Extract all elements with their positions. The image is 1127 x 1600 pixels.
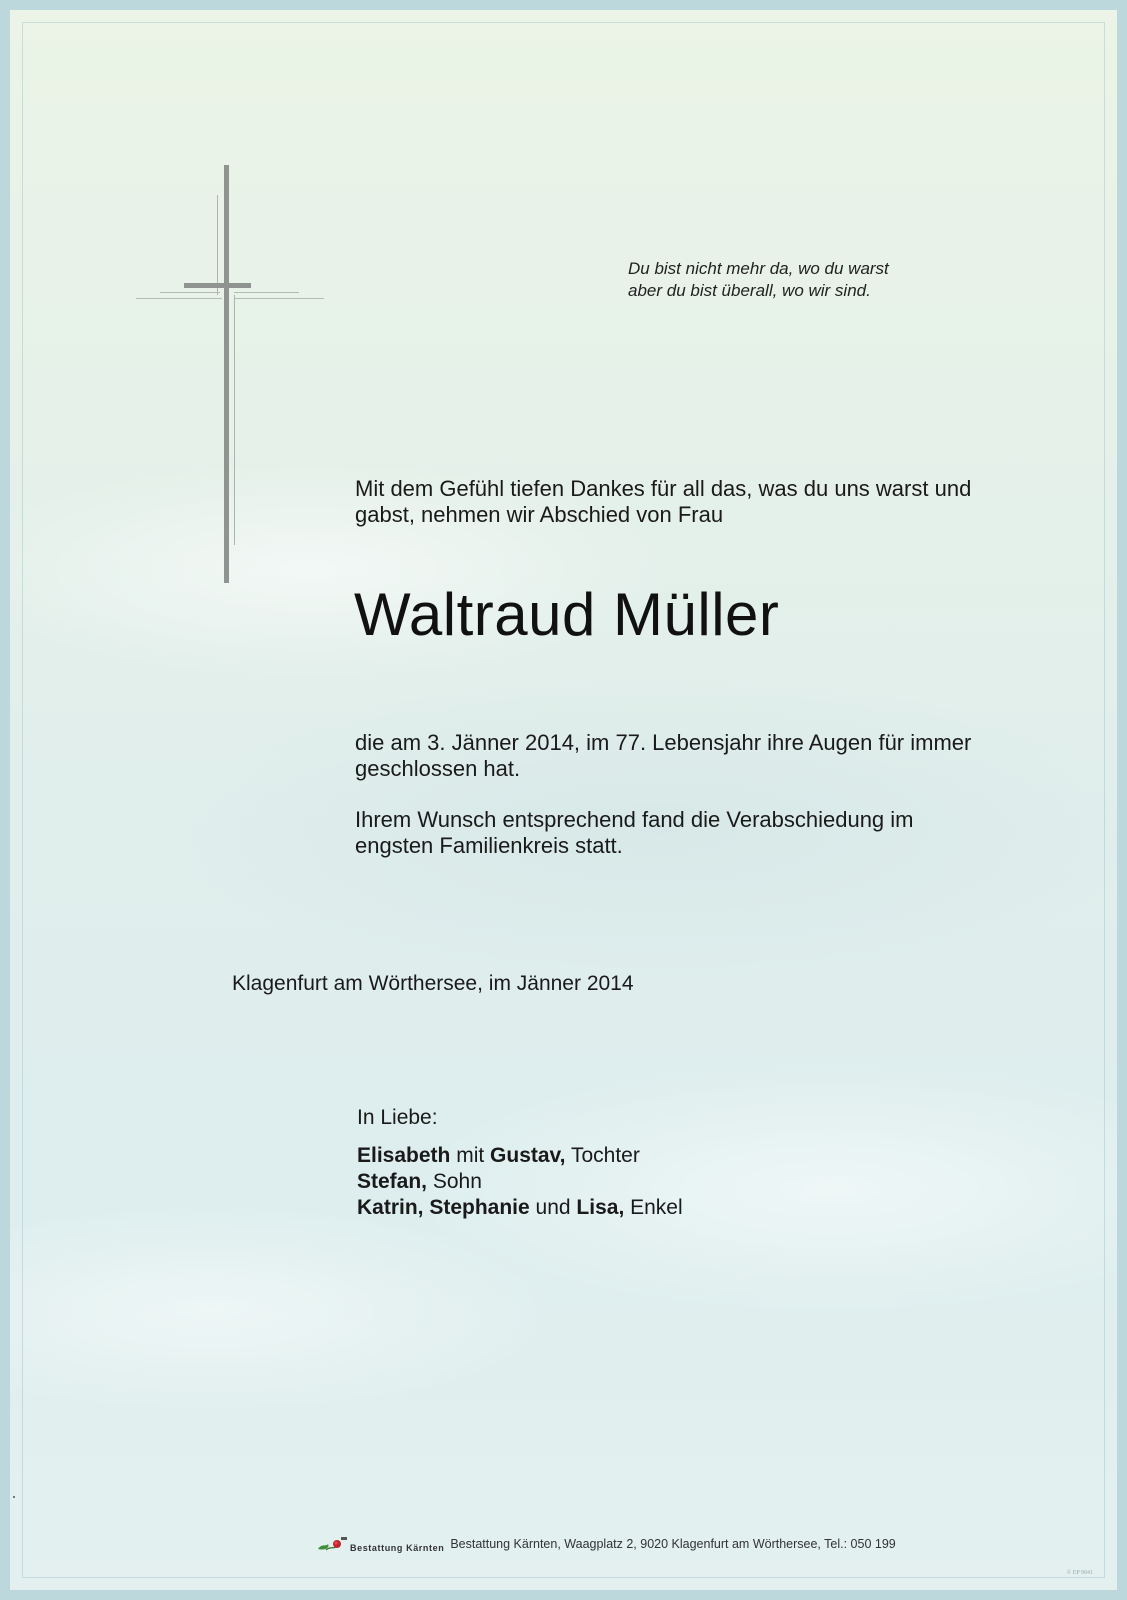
death-notice-line: die am 3. Jänner 2014, im 77. Lebensjahr ihre Augen für immer — [355, 730, 972, 755]
footer-address: Bestattung Kärnten, Waagplatz 2, 9020 Klagenfurt am Wörthersee, Tel.: 050 199 — [450, 1537, 896, 1551]
place-and-date: Klagenfurt am Wörthersee, im Jänner 2014 — [232, 972, 634, 995]
family-relation: Sohn — [427, 1170, 482, 1193]
deceased-name: Waltraud Müller — [354, 581, 780, 648]
cross-vertical-line — [217, 195, 218, 295]
print-code: © EP 9041 — [1066, 1570, 1093, 1576]
quote-line: aber du bist überall, wo wir sind. — [628, 281, 871, 300]
family-list — [357, 1143, 683, 1221]
cross-horizontal-beam — [184, 283, 251, 288]
intro-line: gabst, nehmen wir Abschied von Frau — [355, 502, 724, 527]
family-relation: Enkel — [624, 1196, 683, 1219]
family-row-son — [357, 1169, 683, 1195]
intro-text — [355, 476, 1055, 528]
farewell-note-line: engsten Familienkreis statt. — [355, 833, 623, 858]
family-name: Stefan, — [357, 1170, 428, 1193]
farewell-note-line: Ihrem Wunsch entsprechend fand die Verabschiedung im — [355, 807, 914, 832]
intro-line: Mit dem Gefühl tiefen Dankes für all das, was du uns warst und — [355, 476, 972, 501]
memorial-quote — [628, 258, 889, 302]
cross-horizontal-line — [234, 292, 299, 293]
family-name: Lisa, — [576, 1196, 625, 1219]
family-row-grandchildren — [357, 1195, 683, 1221]
funeral-home-logo — [316, 1535, 444, 1553]
farewell-note — [355, 807, 1055, 859]
family-name: Katrin, Stephanie — [357, 1196, 530, 1219]
death-notice-line: geschlossen hat. — [355, 756, 521, 781]
family-conjunction: und — [529, 1196, 577, 1219]
love-heading: In Liebe: — [357, 1106, 438, 1129]
cross-icon — [130, 165, 330, 585]
cross-horizontal-line — [234, 298, 324, 299]
family-relation: Tochter — [565, 1144, 640, 1167]
cross-vertical-beam — [224, 165, 229, 583]
family-name: Gustav, — [490, 1144, 566, 1167]
rose-icon — [316, 1535, 348, 1553]
death-notice — [355, 730, 1055, 782]
cross-horizontal-line — [136, 298, 222, 299]
funeral-home-footer — [316, 1533, 896, 1555]
family-conjunction: mit — [450, 1144, 491, 1167]
family-name: Elisabeth — [357, 1144, 451, 1167]
logo-text: Bestattung Kärnten — [350, 1543, 445, 1553]
edge-mark — [13, 1496, 15, 1498]
cross-horizontal-line — [160, 292, 220, 293]
quote-line: Du bist nicht mehr da, wo du warst — [628, 259, 889, 278]
family-row-daughter — [357, 1143, 683, 1169]
cross-vertical-line — [234, 295, 235, 545]
